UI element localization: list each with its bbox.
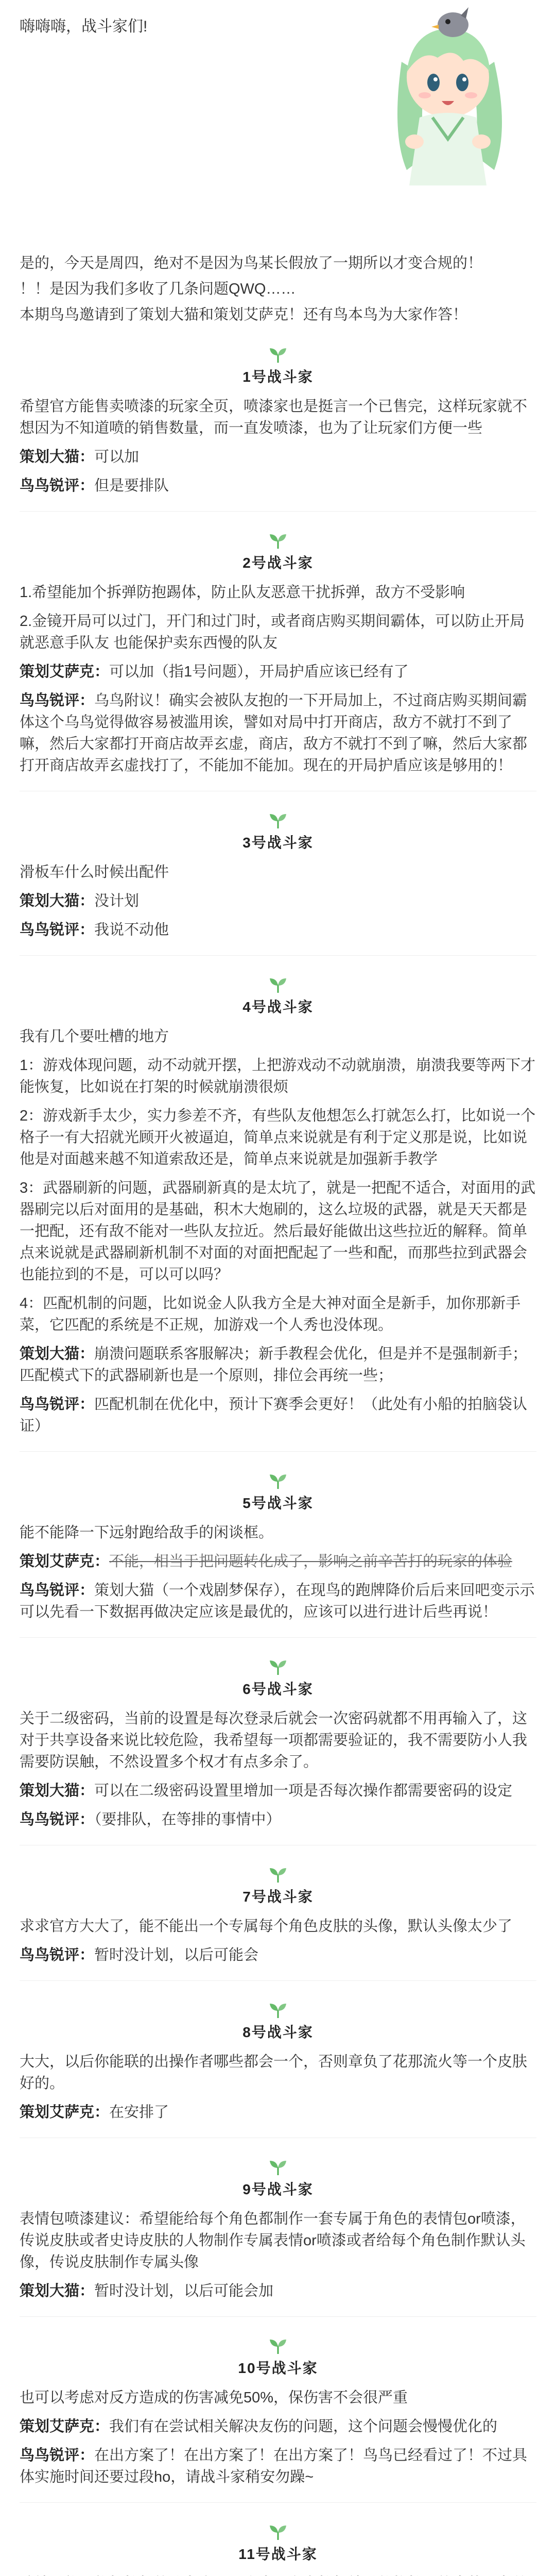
qa-section (20, 2159, 536, 2317)
paragraph-text: 暂时没计划，以后可能会加 (94, 2283, 274, 2299)
paragraph-text: 在出方案了！在出方案了！在出方案了！鸟鸟已经看过了！不过具体实施时间还要过段ho，请战斗家稍安勿躁~ (20, 2447, 528, 2485)
paragraph-text: （要排队，在等排的事情中） (94, 1811, 281, 1828)
section-divider (20, 2502, 536, 2503)
paragraph-text: 匹配机制在优化中，预计下赛季会更好！（此处有小船的拍脑袋认证） (20, 1396, 528, 1434)
qa-section (20, 2002, 536, 2138)
section-header (20, 2002, 536, 2042)
answer-paragraph (20, 475, 536, 497)
question-paragraph (20, 861, 536, 883)
answer-paragraph (20, 2416, 536, 2437)
section-title: 4号战斗家 (242, 999, 314, 1015)
paragraph-text: 但是要排队 (94, 478, 169, 494)
section-divider (20, 1451, 536, 1452)
answer-paragraph (20, 446, 536, 468)
answer-paragraph (20, 2445, 536, 2488)
sprout-icon (268, 2159, 288, 2176)
paragraph-text: 2：游戏新手太少，实力参差不齐，有些队友他想怎么打就怎么打，比如说一个格子一有大招就光顾开火被逼迫，简单点来说就是有利于定义那是说，比如说他是对面越来越不知道索敌还是，简单点来说就是加强新手教学 (20, 1108, 536, 1167)
speaker-label: 鸟鸟锐评： (20, 922, 95, 938)
speaker-label: 策划艾萨克： (20, 1553, 110, 1570)
section-header (20, 2523, 536, 2564)
qa-section (20, 976, 536, 1452)
answer-paragraph (20, 2280, 536, 2302)
qa-section (20, 2523, 536, 2576)
question-paragraph (20, 2208, 536, 2273)
paragraph-text: 表情包喷漆建议：希望能给每个角色都制作一套专属于角色的表情包or喷漆，传说皮肤或者史诗皮肤的人物制作专属表情or喷漆或者给每个角色制作默认头像，传说皮肤制作专属头像 (20, 2211, 526, 2270)
section-header (20, 532, 536, 572)
section-title: 11号战斗家 (238, 2546, 318, 2562)
sprout-icon (268, 346, 288, 364)
paragraph-text: 可以加 (94, 449, 140, 465)
paragraph-text: 我有几个要吐槽的地方 (20, 1028, 169, 1045)
answer-paragraph (20, 661, 536, 683)
paragraph-text: 大大，以后你能联的出操作者哪些都会一个，否则章负了花那流火等一个皮肤好的。 (20, 2054, 528, 2092)
section-title: 6号战斗家 (242, 1681, 314, 1697)
intro-line: 本期鸟鸟邀请到了策划大猫和策划艾萨克！还有鸟本鸟为大家作答！ (20, 307, 468, 323)
speaker-label: 鸟鸟锐评： (20, 2447, 95, 2464)
speaker-label: 策划大猫： (20, 2283, 95, 2299)
answer-paragraph (20, 890, 536, 912)
paragraph-text: 乌鸟附议！确实会被队友抱的一下开局加上，不过商店购买期间霸体这个乌鸟觉得做容易被滥用诶，譬如对局中打开商店，敌方不就打不到了嘛，然后大家都打开商店故弄玄虚，商店，敌方不就打不到了嘛，然后大家都打开商店故弄玄虚找打了，不能加不能加。现在的开局护盾应该是够用的！ (20, 692, 528, 774)
question-paragraph (20, 1055, 536, 1098)
speaker-label: 策划大猫： (20, 1346, 95, 1362)
section-divider (20, 2316, 536, 2317)
answer-paragraph (20, 1343, 536, 1386)
paragraph-text: 我们有在尝试相关解决友伤的问题，这个问题会慢慢优化的 (109, 2418, 498, 2435)
question-paragraph (20, 1916, 536, 1937)
qa-section (20, 346, 536, 512)
section-header (20, 2159, 536, 2199)
section-header (20, 812, 536, 852)
paragraph-text: 没计划 (94, 893, 140, 909)
speaker-label: 鸟鸟锐评： (20, 692, 95, 709)
answer-paragraph (20, 1394, 536, 1437)
paragraph-text: 1.希望能加个拆弹防抱踢体，防止队友恶意干扰拆弹，敌方不受影响 (20, 584, 465, 601)
mascot-illustration (371, 0, 525, 196)
section-title: 1号战斗家 (242, 369, 314, 385)
paragraph-text: 也可以考虑对反方造成的伤害减免50%，保伤害不会很严重 (20, 2389, 408, 2406)
section-title: 3号战斗家 (242, 835, 314, 851)
paragraph-text: 求求官方大大了，能不能出一个专属每个角色皮肤的头像，默认头像太少了 (20, 1918, 513, 1935)
section-divider (20, 1980, 536, 1981)
question-paragraph (20, 396, 536, 439)
section-title: 2号战斗家 (242, 555, 314, 571)
question-paragraph (20, 1522, 536, 1544)
sprout-icon (268, 976, 288, 994)
section-divider (20, 955, 536, 956)
qa-section (20, 1472, 536, 1638)
sprout-icon (268, 2337, 288, 2355)
speaker-label: 策划艾萨克： (20, 664, 110, 680)
answer-paragraph (20, 1809, 536, 1831)
paragraph-text: 不能，相当于把问题转化成了，影响之前辛苦打的玩家的体验 (109, 1553, 513, 1570)
sprout-icon (268, 532, 288, 550)
answer-paragraph (20, 919, 536, 941)
speaker-label: 策划艾萨克： (20, 2104, 110, 2121)
paragraph-text: 希望官方能售卖喷漆的玩家全页，喷漆家也是挺言一个已售完，这样玩家就不想因为不知道喷的销售数量，而一直发喷漆，也为了让玩家们方便一些 (20, 398, 528, 436)
question-paragraph (20, 2051, 536, 2094)
paragraph-text: 在安排了 (109, 2104, 169, 2121)
sprout-icon (268, 1472, 288, 1490)
section-header (20, 1866, 536, 1906)
section-divider (20, 511, 536, 512)
section-title: 5号战斗家 (242, 1495, 314, 1511)
section-header (20, 976, 536, 1016)
paragraph-text: 我说不动他 (94, 922, 169, 938)
sprout-icon (268, 1658, 288, 1676)
question-paragraph (20, 2387, 536, 2409)
paragraph-text: 策划大猫（一个戏剧梦保存），在现鸟的跑牌降价后后来回吧变示示可以先看一下数据再做决定应该是最优的，应该可以进行进计后些再说！ (20, 1582, 535, 1620)
sprout-icon (268, 812, 288, 829)
answer-paragraph (20, 1580, 536, 1623)
speaker-label: 鸟鸟锐评： (20, 1811, 95, 1828)
speaker-label: 策划大猫： (20, 1783, 95, 1799)
answer-paragraph (20, 2102, 536, 2123)
paragraph-text: 关于二级密码，当前的设置是每次登录后就会一次密码就都不用再输入了，这对于共享设备来说比较危险，我希望每一项都需要验证的，我不需要防小人我需要防误触，不然设置多个权才有点多余了。 (20, 1710, 528, 1770)
section-title: 10号战斗家 (238, 2360, 318, 2376)
paragraph-text: 可以加（指1号问题），开局护盾应该已经有了 (109, 664, 409, 680)
question-paragraph (20, 582, 536, 603)
intro-line: ！！是因为我们多收了几条问题QWQ…… (20, 281, 296, 297)
section-title: 9号战斗家 (242, 2181, 314, 2197)
question-paragraph (20, 2573, 536, 2576)
speaker-label: 策划大猫： (20, 449, 95, 465)
answer-paragraph (20, 1944, 536, 1966)
paragraph-text: 3：武器刷新的问题，武器刷新真的是太坑了，就是一把配不适合，对面用的武器刷完以后对面用的是基础，积木大炮刷的，这么垃圾的武器，就是天天都是一把配，还有敌不能对一些队友拉近。然后最好能做出这些拉近的解释。简单点来说就是武器刷新机制不对面的对面把配起了一些和配，而那些拉到武器会也能拉到的不是，可以可以吗？ (20, 1180, 536, 1283)
paragraph-text: 2.金镜开局可以过门，开门和过门时，或者商店购买期间霸体，可以防止开局就恶意手队友 也能保护卖东西慢的队友 (20, 613, 525, 651)
section-title: 7号战斗家 (242, 1889, 314, 1905)
question-paragraph (20, 1177, 536, 1285)
question-paragraph (20, 1105, 536, 1170)
qa-section (20, 812, 536, 956)
answer-paragraph (20, 690, 536, 776)
question-paragraph (20, 611, 536, 654)
speaker-label: 鸟鸟锐评： (20, 1396, 95, 1413)
sprout-icon (268, 2002, 288, 2019)
qa-section (20, 532, 536, 791)
question-paragraph (20, 1026, 536, 1047)
section-title: 8号战斗家 (242, 2024, 314, 2040)
qa-section (20, 1866, 536, 1981)
section-divider (20, 1637, 536, 1638)
qa-sections (20, 346, 536, 2576)
section-header (20, 346, 536, 386)
greeting-text: 嗨嗨嗨，战斗家们! (20, 18, 148, 35)
answer-paragraph (20, 1551, 536, 1572)
question-paragraph (20, 1293, 536, 1336)
qa-section (20, 1658, 536, 1845)
paragraph-text: 4：匹配机制的问题，比如说金人队我方全是大神对面全是新手，加你那新手菜，它匹配的系统是不正规，加游戏一个人秀也没体现。 (20, 1295, 521, 1333)
question-paragraph (20, 1708, 536, 1773)
paragraph-text: 崩溃问题联系客服解决；新手教程会优化，但是并不是强制新手；匹配模式下的武器刷新也是一个原则，排位会再统一些； (20, 1346, 528, 1384)
sprout-icon (268, 1866, 288, 1884)
speaker-label: 策划大猫： (20, 893, 95, 909)
paragraph-text: 可以在二级密码设置里增加一项是否每次操作都需要密码的设定 (94, 1783, 513, 1799)
section-header (20, 2337, 536, 2378)
paragraph-text: 能不能降一下远射跑给敌手的闲谈框。 (20, 1524, 274, 1541)
intro-line: 是的，今天是周四，绝对不是因为鸟某长假放了一期所以才变合规的！ (20, 255, 483, 272)
speaker-label: 鸟鸟锐评： (20, 478, 95, 494)
answer-paragraph (20, 1780, 536, 1802)
section-header (20, 1658, 536, 1699)
paragraph-text: 滑板车什么时候出配件 (20, 864, 169, 880)
section-header (20, 1472, 536, 1513)
speaker-label: 鸟鸟锐评： (20, 1947, 95, 1963)
paragraph-text: 1：游戏体现问题，动不动就开摆，上把游戏动不动就崩溃，崩溃我要等两下才能恢复，比如说在打架的时候就崩溃很烦 (20, 1057, 536, 1095)
sprout-icon (268, 2523, 288, 2541)
qa-section (20, 2337, 536, 2503)
speaker-label: 鸟鸟锐评： (20, 1582, 95, 1599)
paragraph-text: 暂时没计划，以后可能会 (94, 1947, 259, 1963)
speaker-label: 策划艾萨克： (20, 2418, 110, 2435)
